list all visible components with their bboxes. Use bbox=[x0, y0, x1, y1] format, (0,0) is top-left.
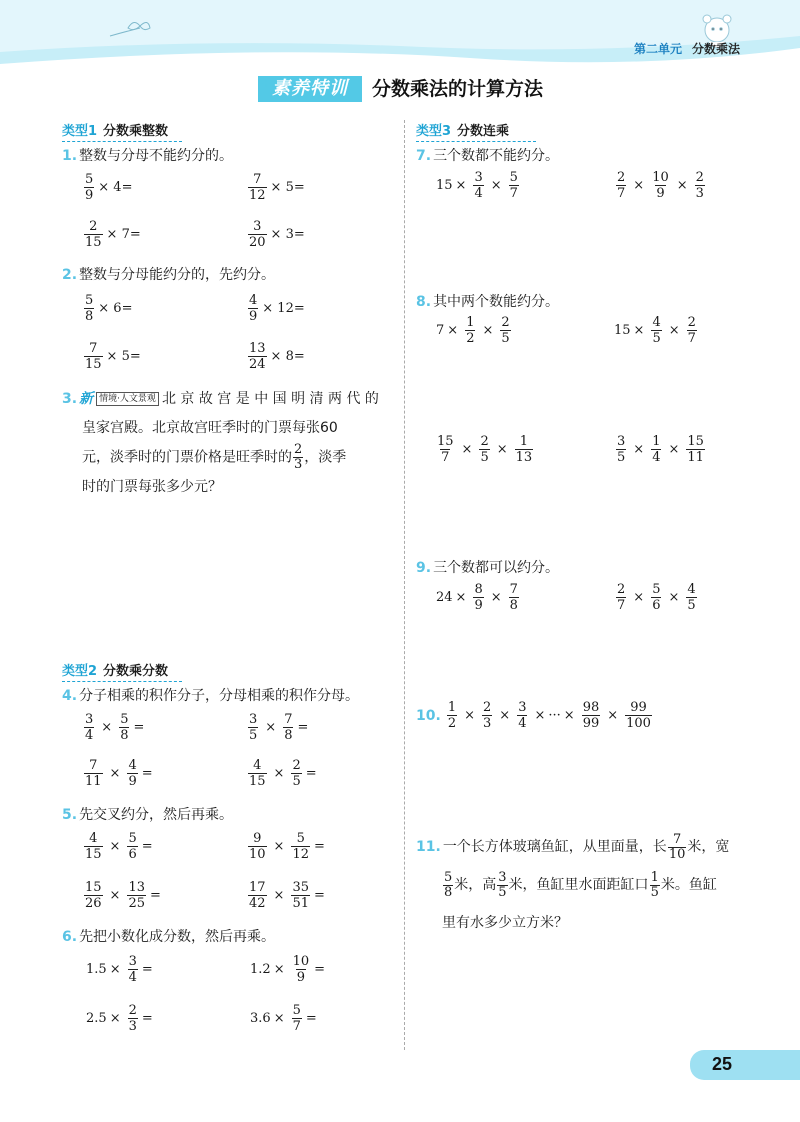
q6-expr-1: 1.5 × $\frac{3}{4}$ = bbox=[86, 954, 153, 985]
question-11: 11. 一个长方体玻璃鱼缸，从里面量，长 $\frac{7}{10}$ 米，宽 $\frac{5}{8}$ 米，高 $\frac{3}{5}$ 米，鱼缸里水面距缸口 $\frac{1}{5}$ 米。鱼缸 里有水多少立方米？ bbox=[416, 831, 730, 931]
page-title: 分数乘法的计算方法 bbox=[372, 78, 544, 100]
question-4: 4. 分子相乘的积作分子，分母相乘的积作分母。 bbox=[62, 688, 360, 704]
q7-expr-2: $\frac{2}{7}$ × $\frac{10}{9}$ × $\frac{2}{3}$ bbox=[617, 170, 704, 201]
q4-expr-1: $\frac{3}{4}$ × $\frac{5}{8}$ = bbox=[85, 712, 145, 743]
q9-expr-1: 24 × $\frac{8}{9}$ × $\frac{7}{8}$ bbox=[436, 582, 518, 613]
q5-expr-3: $\frac{15}{26}$ × $\frac{13}{25}$ = bbox=[85, 880, 161, 911]
question-7: 7. 三个数都不能约分。 bbox=[416, 148, 560, 164]
q4-expr-2: $\frac{3}{5}$ × $\frac{7}{8}$ = bbox=[249, 712, 309, 743]
question-2: 2. 整数与分母能约分的，先约分。 bbox=[62, 267, 276, 283]
q1-expr-2: $\frac{7}{12}$ × 5= bbox=[249, 172, 305, 203]
q5-expr-4: $\frac{17}{42}$ × $\frac{35}{51}$ = bbox=[249, 880, 325, 911]
q5-expr-2: $\frac{9}{10}$ × $\frac{5}{12}$ = bbox=[249, 831, 325, 862]
q7-expr-1: 15 × $\frac{3}{4}$ × $\frac{5}{7}$ bbox=[436, 170, 518, 201]
type3-heading: 类型3 分数连乘 bbox=[416, 120, 509, 139]
q4-expr-4: $\frac{4}{15}$ × $\frac{2}{5}$ = bbox=[249, 758, 317, 789]
unit-label: 第二单元 bbox=[633, 42, 682, 56]
page-number: 25 bbox=[711, 1054, 732, 1074]
q5-expr-1: $\frac{4}{15}$ × $\frac{5}{6}$ = bbox=[85, 831, 153, 862]
question-6: 6. 先把小数化成分数，然后再乘。 bbox=[62, 929, 276, 945]
topic-label: 分数乘法 bbox=[691, 42, 740, 56]
q8-expr-4: $\frac{3}{5}$ × $\frac{1}{4}$ × $\frac{15}{11}$ bbox=[617, 434, 704, 465]
section-tag: + 素养特训 bbox=[258, 76, 362, 102]
question-10: 10. $\frac{1}{2}$ × $\frac{2}{3}$ × $\frac{3}{4}$ × ··· × $\frac{98}{99}$ × $\frac{99}{100}$ bbox=[416, 700, 651, 731]
q2-expr-4: $\frac{13}{24}$ × 8= bbox=[249, 341, 305, 372]
q4-expr-3: $\frac{7}{11}$ × $\frac{4}{9}$ = bbox=[85, 758, 153, 789]
page-number-band bbox=[690, 1050, 800, 1080]
question-8: 8. 其中两个数能约分。 bbox=[416, 294, 560, 310]
header-band bbox=[0, 0, 800, 70]
q6-expr-3: 2.5 × $\frac{2}{3}$ = bbox=[86, 1003, 153, 1034]
type1-heading: 类型1 分数乘整数 bbox=[62, 120, 168, 139]
question-5: 5. 先交叉约分，然后再乘。 bbox=[62, 807, 234, 823]
q8-expr-3: $\frac{15}{7}$ × $\frac{2}{5}$ × $\frac{1}{13}$ bbox=[437, 434, 533, 465]
q2-expr-2: $\frac{4}{9}$ × 12= bbox=[249, 293, 305, 324]
q2-expr-1: $\frac{5}{8}$ × 6= bbox=[85, 293, 133, 324]
question-3: 3. 新 情境·人文景观 北 京 故 宫 是 中 国 明 清 两 代 的 皇家宫殿。北京故宫旺季时的门票每张60 元，淡季时的门票价格是旺季时的 $\frac{2}{3}$ ，淡季 时的门票每张多少元？ bbox=[62, 391, 379, 495]
q1-expr-4: $\frac{3}{20}$ × 3= bbox=[249, 219, 305, 250]
q6-expr-2: 1.2 × $\frac{10}{9}$ = bbox=[250, 954, 326, 985]
question-9: 9. 三个数都可以约分。 bbox=[416, 560, 560, 576]
q9-expr-2: $\frac{2}{7}$ × $\frac{5}{6}$ × $\frac{4}{5}$ bbox=[617, 582, 696, 613]
q8-expr-1: 7 × $\frac{1}{2}$ × $\frac{2}{5}$ bbox=[436, 315, 510, 346]
column-divider bbox=[404, 120, 405, 1050]
type2-heading: 类型2 分数乘分数 bbox=[62, 660, 168, 679]
q1-expr-1: $\frac{5}{9}$ × 4= bbox=[85, 172, 133, 203]
q2-expr-3: $\frac{7}{15}$ × 5= bbox=[85, 341, 141, 372]
q8-expr-2: 15 × $\frac{4}{5}$ × $\frac{2}{7}$ bbox=[614, 315, 696, 346]
q6-expr-4: 3.6 × $\frac{5}{7}$ = bbox=[250, 1003, 317, 1034]
q1-expr-3: $\frac{2}{15}$ × 7= bbox=[85, 219, 141, 250]
question-1: 1. 整数与分母不能约分的。 bbox=[62, 148, 234, 164]
